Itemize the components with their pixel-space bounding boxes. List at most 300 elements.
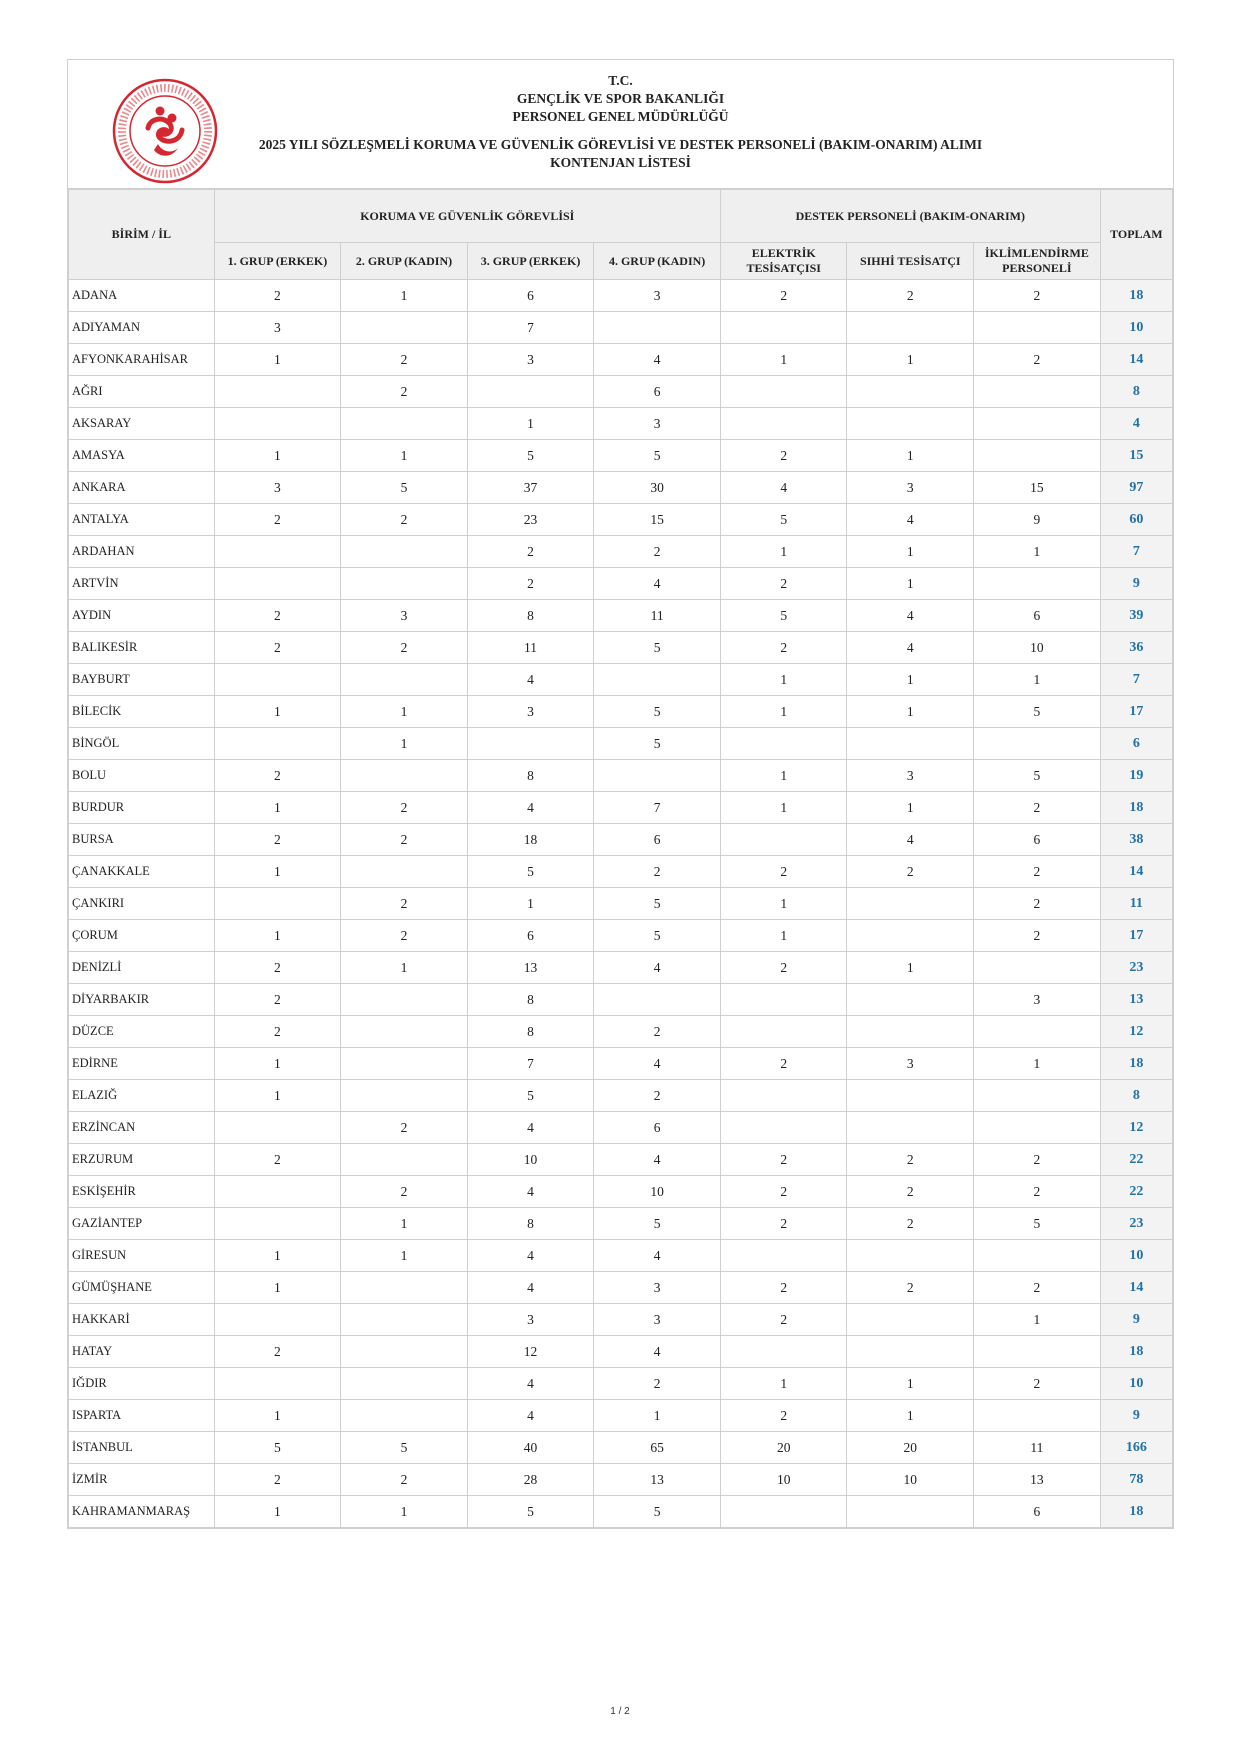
quota-cell: 2 — [341, 376, 468, 408]
table-row — [69, 280, 1173, 312]
quota-cell: 2 — [467, 536, 594, 568]
quota-cell — [847, 1304, 974, 1336]
quota-cell: 2 — [214, 984, 341, 1016]
province-name: ESKİŞEHİR — [69, 1176, 215, 1208]
quota-cell: 2 — [594, 1016, 721, 1048]
quota-cell: 11 — [467, 632, 594, 664]
quota-cell: 2 — [341, 920, 468, 952]
quota-cell: 2 — [214, 1464, 341, 1496]
quota-cell: 20 — [847, 1432, 974, 1464]
page-number: 1 / 2 — [610, 1706, 630, 1717]
quota-cell: 1 — [847, 664, 974, 696]
quota-cell: 5 — [467, 856, 594, 888]
quota-cell — [341, 984, 468, 1016]
quota-cell — [847, 1240, 974, 1272]
quota-cell — [341, 1400, 468, 1432]
table-row — [69, 1336, 1173, 1368]
quota-cell — [974, 312, 1101, 344]
quota-cell: 1 — [720, 760, 847, 792]
header-line-tc: T.C. — [608, 73, 633, 88]
quota-cell — [974, 952, 1101, 984]
quota-cell — [974, 728, 1101, 760]
quota-cell: 1 — [214, 920, 341, 952]
total-cell: 13 — [1100, 984, 1172, 1016]
province-name: İSTANBUL — [69, 1432, 215, 1464]
total-cell: 39 — [1100, 600, 1172, 632]
quota-cell — [720, 1336, 847, 1368]
quota-cell: 1 — [974, 1304, 1101, 1336]
quota-cell — [847, 888, 974, 920]
quota-cell: 2 — [847, 280, 974, 312]
total-cell: 38 — [1100, 824, 1172, 856]
header-titles — [68, 72, 1173, 172]
quota-cell — [720, 984, 847, 1016]
province-name: ARTVİN — [69, 568, 215, 600]
quota-cell: 20 — [720, 1432, 847, 1464]
quota-cell: 4 — [467, 1112, 594, 1144]
quota-cell: 5 — [594, 696, 721, 728]
col-4-grup-kadin: 4. GRUP (KADIN) — [594, 243, 721, 280]
quota-cell: 5 — [594, 1208, 721, 1240]
quota-cell: 5 — [341, 1432, 468, 1464]
quota-cell: 3 — [847, 760, 974, 792]
total-cell: 8 — [1100, 376, 1172, 408]
quota-cell: 4 — [847, 824, 974, 856]
quota-cell: 1 — [720, 792, 847, 824]
province-name: EDİRNE — [69, 1048, 215, 1080]
quota-cell: 12 — [467, 1336, 594, 1368]
quota-cell: 2 — [974, 856, 1101, 888]
total-cell: 10 — [1100, 1240, 1172, 1272]
table-row — [69, 600, 1173, 632]
total-cell: 9 — [1100, 1400, 1172, 1432]
province-name: GÜMÜŞHANE — [69, 1272, 215, 1304]
quota-cell: 1 — [214, 1240, 341, 1272]
quota-cell — [720, 1496, 847, 1528]
quota-cell — [720, 1112, 847, 1144]
quota-cell: 1 — [214, 344, 341, 376]
province-name: DENİZLİ — [69, 952, 215, 984]
table-row — [69, 408, 1173, 440]
quota-cell: 1 — [974, 536, 1101, 568]
quota-cell: 10 — [974, 632, 1101, 664]
total-cell: 7 — [1100, 536, 1172, 568]
quota-cell: 2 — [467, 568, 594, 600]
quota-cell: 13 — [974, 1464, 1101, 1496]
quota-cell — [974, 1016, 1101, 1048]
quota-cell: 4 — [467, 1272, 594, 1304]
header-line-directorate: PERSONEL GENEL MÜDÜRLÜĞÜ — [512, 109, 729, 124]
quota-cell — [214, 1112, 341, 1144]
quota-cell: 2 — [341, 1464, 468, 1496]
province-name: KAHRAMANMARAŞ — [69, 1496, 215, 1528]
document-title: 2025 YILI SÖZLEŞMELİ KORUMA VE GÜVENLİK GÖREVLİSİ VE DESTEK PERSONELİ (BAKIM-ONARIM) ALIMI — [258, 137, 983, 152]
quota-cell: 1 — [720, 1368, 847, 1400]
table-row — [69, 440, 1173, 472]
total-cell: 60 — [1100, 504, 1172, 536]
total-cell: 14 — [1100, 1272, 1172, 1304]
quota-cell: 2 — [974, 792, 1101, 824]
quota-cell: 6 — [594, 824, 721, 856]
quota-cell: 30 — [594, 472, 721, 504]
quota-cell: 8 — [467, 760, 594, 792]
table-row — [69, 504, 1173, 536]
total-cell: 36 — [1100, 632, 1172, 664]
quota-cell: 2 — [594, 856, 721, 888]
total-cell: 22 — [1100, 1176, 1172, 1208]
quota-cell — [214, 888, 341, 920]
quota-cell: 4 — [467, 792, 594, 824]
quota-cell: 2 — [214, 280, 341, 312]
quota-cell: 3 — [214, 312, 341, 344]
quota-cell: 1 — [341, 728, 468, 760]
quota-cell: 8 — [467, 600, 594, 632]
quota-cell: 5 — [467, 1080, 594, 1112]
quota-cell: 2 — [594, 1080, 721, 1112]
total-cell: 10 — [1100, 1368, 1172, 1400]
quota-cell: 2 — [974, 888, 1101, 920]
quota-cell: 1 — [214, 1496, 341, 1528]
quota-cell — [974, 1240, 1101, 1272]
quota-cell: 2 — [214, 1336, 341, 1368]
province-name: ARDAHAN — [69, 536, 215, 568]
province-name: AYDIN — [69, 600, 215, 632]
quota-cell: 15 — [974, 472, 1101, 504]
total-cell: 166 — [1100, 1432, 1172, 1464]
quota-cell: 9 — [974, 504, 1101, 536]
quota-cell: 5 — [594, 920, 721, 952]
table-row — [69, 1368, 1173, 1400]
quota-cell: 2 — [720, 568, 847, 600]
quota-cell: 1 — [974, 1048, 1101, 1080]
total-cell: 14 — [1100, 344, 1172, 376]
quota-cell — [467, 376, 594, 408]
quota-cell: 2 — [341, 792, 468, 824]
province-name: BAYBURT — [69, 664, 215, 696]
table-row — [69, 728, 1173, 760]
quota-cell: 1 — [720, 888, 847, 920]
table-row — [69, 1048, 1173, 1080]
quota-cell: 4 — [594, 568, 721, 600]
quota-cell — [341, 568, 468, 600]
quota-cell: 2 — [974, 280, 1101, 312]
quota-cell: 1 — [341, 1240, 468, 1272]
quota-cell — [341, 1272, 468, 1304]
quota-cell: 6 — [594, 1112, 721, 1144]
quota-cell: 4 — [467, 1400, 594, 1432]
quota-cell: 15 — [594, 504, 721, 536]
quota-cell: 2 — [974, 1272, 1101, 1304]
quota-cell: 2 — [341, 344, 468, 376]
quota-cell: 40 — [467, 1432, 594, 1464]
total-cell: 8 — [1100, 1080, 1172, 1112]
quota-cell: 4 — [467, 1240, 594, 1272]
quota-cell — [594, 664, 721, 696]
quota-cell: 2 — [594, 1368, 721, 1400]
quota-cell: 1 — [847, 536, 974, 568]
quota-cell — [720, 824, 847, 856]
quota-cell: 4 — [594, 1144, 721, 1176]
quota-cell: 4 — [847, 600, 974, 632]
quota-cell — [214, 1176, 341, 1208]
quota-cell: 2 — [847, 1144, 974, 1176]
quota-cell: 1 — [720, 920, 847, 952]
quota-cell: 18 — [467, 824, 594, 856]
province-name: BİLECİK — [69, 696, 215, 728]
total-cell: 22 — [1100, 1144, 1172, 1176]
quota-cell: 3 — [214, 472, 341, 504]
col-iklimlendirme: İKLİMLENDİRME PERSONELİ — [974, 243, 1101, 280]
quota-cell: 2 — [720, 1048, 847, 1080]
quota-cell: 37 — [467, 472, 594, 504]
table-row — [69, 632, 1173, 664]
total-cell: 18 — [1100, 792, 1172, 824]
province-name: BİNGÖL — [69, 728, 215, 760]
total-cell: 6 — [1100, 728, 1172, 760]
quota-cell: 23 — [467, 504, 594, 536]
quota-cell — [594, 760, 721, 792]
quota-cell: 6 — [974, 1496, 1101, 1528]
quota-cell — [847, 1016, 974, 1048]
quota-cell: 3 — [974, 984, 1101, 1016]
quota-cell: 1 — [467, 408, 594, 440]
quota-cell — [594, 984, 721, 1016]
quota-cell — [847, 1080, 974, 1112]
quota-cell: 5 — [594, 440, 721, 472]
quota-cell: 2 — [341, 888, 468, 920]
quota-cell: 7 — [467, 1048, 594, 1080]
province-name: ERZURUM — [69, 1144, 215, 1176]
quota-cell: 13 — [467, 952, 594, 984]
total-cell: 17 — [1100, 920, 1172, 952]
quota-cell: 2 — [214, 824, 341, 856]
quota-cell — [341, 1368, 468, 1400]
quota-cell: 5 — [594, 888, 721, 920]
quota-cell: 4 — [467, 1176, 594, 1208]
total-cell: 12 — [1100, 1016, 1172, 1048]
quota-cell: 6 — [467, 280, 594, 312]
quota-cell: 5 — [974, 696, 1101, 728]
quota-cell: 13 — [594, 1464, 721, 1496]
quota-cell: 1 — [974, 664, 1101, 696]
quota-cell — [847, 376, 974, 408]
quota-cell: 1 — [214, 1080, 341, 1112]
quota-cell: 7 — [467, 312, 594, 344]
quota-cell — [720, 376, 847, 408]
quota-cell: 5 — [720, 504, 847, 536]
quota-cell: 10 — [847, 1464, 974, 1496]
total-cell: 78 — [1100, 1464, 1172, 1496]
quota-cell: 1 — [214, 696, 341, 728]
table-row — [69, 1144, 1173, 1176]
quota-cell: 1 — [847, 696, 974, 728]
quota-cell — [974, 568, 1101, 600]
total-cell: 18 — [1100, 280, 1172, 312]
quota-cell: 1 — [720, 536, 847, 568]
table-row — [69, 1464, 1173, 1496]
province-name: AĞRI — [69, 376, 215, 408]
total-cell: 23 — [1100, 952, 1172, 984]
quota-cell — [720, 1080, 847, 1112]
quota-cell — [214, 568, 341, 600]
quota-cell: 2 — [720, 440, 847, 472]
quota-cell — [720, 1016, 847, 1048]
quota-cell: 5 — [594, 1496, 721, 1528]
province-name: ANKARA — [69, 472, 215, 504]
quota-cell: 5 — [594, 728, 721, 760]
province-name: DÜZCE — [69, 1016, 215, 1048]
quota-cell: 2 — [847, 1208, 974, 1240]
quota-cell: 2 — [720, 952, 847, 984]
quota-cell: 2 — [341, 1112, 468, 1144]
quota-cell: 2 — [341, 1176, 468, 1208]
province-name: BURSA — [69, 824, 215, 856]
quota-cell — [214, 1208, 341, 1240]
quota-cell — [214, 664, 341, 696]
quota-cell: 65 — [594, 1432, 721, 1464]
quota-cell: 6 — [974, 824, 1101, 856]
total-cell: 10 — [1100, 312, 1172, 344]
quota-cell: 2 — [720, 632, 847, 664]
province-name: ISPARTA — [69, 1400, 215, 1432]
quota-cell: 4 — [594, 1240, 721, 1272]
quota-cell: 2 — [974, 1368, 1101, 1400]
quota-cell: 5 — [974, 1208, 1101, 1240]
quota-cell: 2 — [214, 504, 341, 536]
table-row — [69, 312, 1173, 344]
quota-cell: 2 — [341, 824, 468, 856]
col-2-grup-kadin: 2. GRUP (KADIN) — [341, 243, 468, 280]
quota-cell: 1 — [341, 952, 468, 984]
quota-cell — [214, 1304, 341, 1336]
table-row — [69, 984, 1173, 1016]
quota-cell — [341, 760, 468, 792]
quota-cell: 3 — [467, 344, 594, 376]
quota-cell — [847, 1336, 974, 1368]
province-name: HAKKARİ — [69, 1304, 215, 1336]
province-name: AMASYA — [69, 440, 215, 472]
province-name: ÇANAKKALE — [69, 856, 215, 888]
table-row — [69, 376, 1173, 408]
table-row — [69, 1112, 1173, 1144]
table-row — [69, 1176, 1173, 1208]
quota-cell — [847, 408, 974, 440]
quota-cell: 5 — [467, 1496, 594, 1528]
quota-cell: 2 — [594, 536, 721, 568]
quota-cell — [594, 312, 721, 344]
quota-cell: 5 — [594, 632, 721, 664]
table-row — [69, 760, 1173, 792]
quota-cell — [847, 1112, 974, 1144]
province-name: BALIKESİR — [69, 632, 215, 664]
quota-cell: 2 — [214, 1144, 341, 1176]
quota-table-body — [69, 280, 1173, 1528]
quota-cell: 4 — [594, 344, 721, 376]
quota-cell: 1 — [214, 792, 341, 824]
col-sihhi: SIHHİ TESİSATÇI — [847, 243, 974, 280]
quota-cell — [214, 376, 341, 408]
total-cell: 17 — [1100, 696, 1172, 728]
quota-cell: 10 — [467, 1144, 594, 1176]
quota-cell: 1 — [214, 856, 341, 888]
quota-cell: 3 — [467, 1304, 594, 1336]
quota-table — [68, 189, 1173, 1528]
quota-cell: 8 — [467, 1208, 594, 1240]
total-cell: 9 — [1100, 568, 1172, 600]
quota-cell: 1 — [720, 696, 847, 728]
quota-cell — [720, 408, 847, 440]
quota-cell: 10 — [594, 1176, 721, 1208]
quota-cell: 2 — [214, 760, 341, 792]
quota-cell: 1 — [720, 664, 847, 696]
quota-cell: 4 — [847, 504, 974, 536]
group-koruma-header: KORUMA VE GÜVENLİK GÖREVLİSİ — [214, 190, 720, 243]
quota-cell: 3 — [847, 472, 974, 504]
quota-cell — [341, 312, 468, 344]
quota-cell: 3 — [341, 600, 468, 632]
quota-cell: 1 — [847, 344, 974, 376]
col-birim-header: BİRİM / İL — [69, 190, 215, 280]
province-name: HATAY — [69, 1336, 215, 1368]
quota-cell: 1 — [467, 888, 594, 920]
province-name: ADANA — [69, 280, 215, 312]
province-name: GİRESUN — [69, 1240, 215, 1272]
quota-cell: 1 — [847, 440, 974, 472]
quota-cell: 28 — [467, 1464, 594, 1496]
quota-cell — [847, 984, 974, 1016]
province-name: GAZİANTEP — [69, 1208, 215, 1240]
table-row — [69, 568, 1173, 600]
quota-cell — [341, 1080, 468, 1112]
quota-cell: 2 — [341, 504, 468, 536]
quota-cell: 2 — [720, 1304, 847, 1336]
quota-cell: 1 — [214, 1272, 341, 1304]
quota-cell: 3 — [594, 280, 721, 312]
quota-cell — [214, 408, 341, 440]
quota-cell — [847, 920, 974, 952]
quota-cell: 1 — [847, 952, 974, 984]
province-name: ADIYAMAN — [69, 312, 215, 344]
quota-cell — [847, 1496, 974, 1528]
quota-cell — [341, 856, 468, 888]
quota-cell — [974, 1400, 1101, 1432]
quota-cell: 6 — [467, 920, 594, 952]
table-row — [69, 888, 1173, 920]
table-row — [69, 1080, 1173, 1112]
quota-cell: 4 — [847, 632, 974, 664]
table-row — [69, 856, 1173, 888]
quota-cell — [341, 408, 468, 440]
quota-cell: 1 — [847, 1400, 974, 1432]
quota-cell — [341, 1144, 468, 1176]
quota-cell — [847, 728, 974, 760]
header-line-ministry: GENÇLİK VE SPOR BAKANLIĞI — [516, 91, 725, 106]
quota-cell — [467, 728, 594, 760]
quota-cell: 6 — [594, 376, 721, 408]
total-cell: 18 — [1100, 1336, 1172, 1368]
col-1-grup-erkek: 1. GRUP (ERKEK) — [214, 243, 341, 280]
table-row — [69, 1400, 1173, 1432]
quota-cell: 7 — [594, 792, 721, 824]
total-cell: 4 — [1100, 408, 1172, 440]
quota-cell — [341, 1016, 468, 1048]
quota-cell: 4 — [594, 1048, 721, 1080]
quota-cell: 2 — [214, 600, 341, 632]
table-row — [69, 472, 1173, 504]
quota-cell: 2 — [847, 1272, 974, 1304]
quota-cell: 10 — [720, 1464, 847, 1496]
total-cell: 19 — [1100, 760, 1172, 792]
